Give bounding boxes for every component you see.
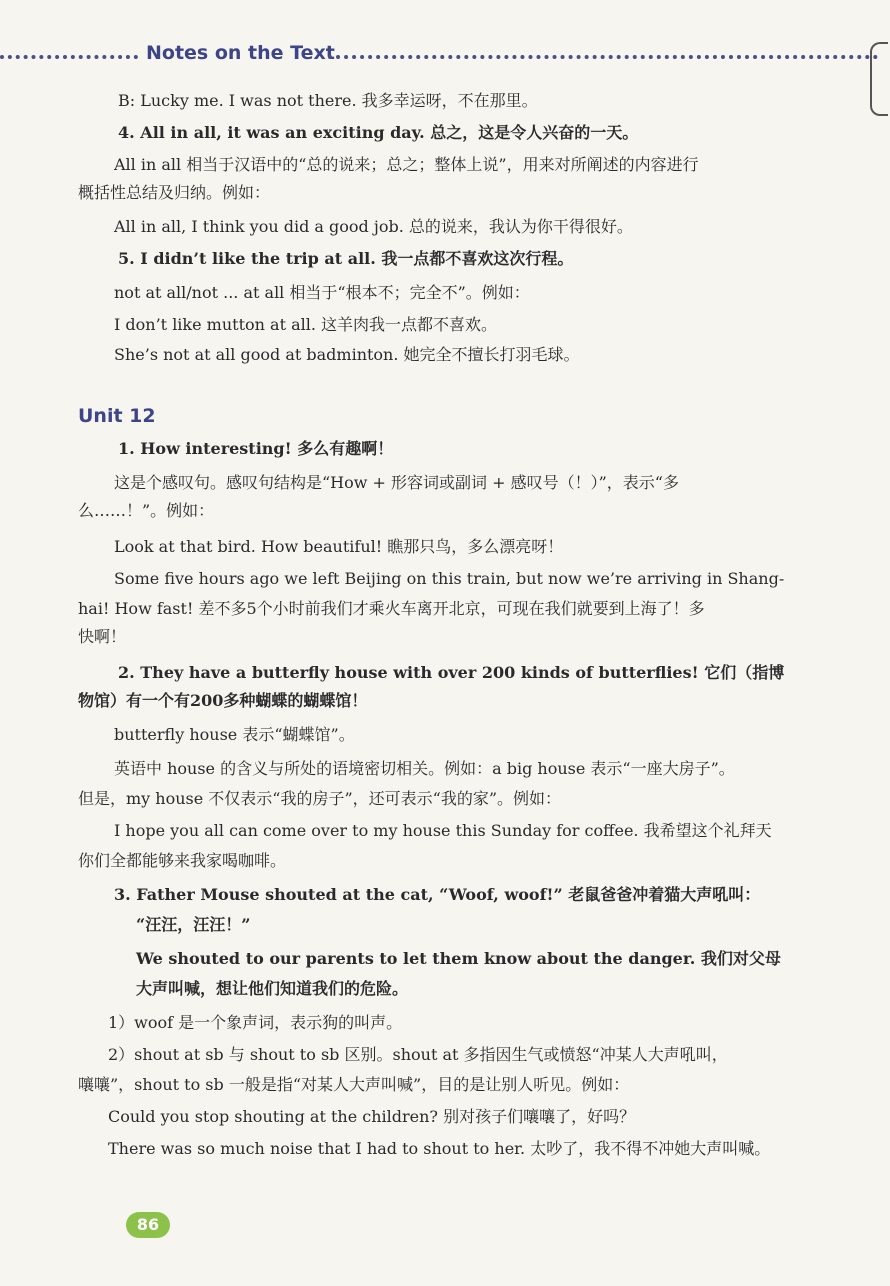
header-dotted-rule-left: [0, 55, 138, 59]
page-header: [0, 42, 890, 72]
text-line: I don’t like mutton at all. 这羊肉我一点都不喜欢。: [114, 315, 498, 334]
text-line: Look at that bird. How beautiful! 瞧那只鸟，多么漂亮呀！: [114, 537, 564, 556]
text-line: 么……！”。例如：: [78, 501, 215, 520]
note-heading: 物馆）有一个有200多种蝴蝶的蝴蝶馆！: [78, 691, 368, 710]
text-line: 1）woof 是一个象声词，表示狗的叫声。: [108, 1013, 403, 1032]
section-title: Notes on the Text: [146, 42, 335, 64]
text-line: 快啊！: [78, 627, 127, 646]
text-line: hai! How fast! 差不多5个小时前我们才乘火车离开北京，可现在我们就要到上海了！多: [78, 599, 705, 618]
unit-heading: Unit 12: [78, 405, 156, 427]
text-line: 你们全都能够来我家喝咖啡。: [78, 851, 287, 870]
note-heading: 1. How interesting! 多么有趣啊！: [118, 439, 394, 458]
note-heading: 2. They have a butterfly house with over 200 kinds of butterflies! 它们（指博: [118, 663, 785, 682]
text-line: I hope you all can come over to my house this Sunday for coffee. 我希望这个礼拜天: [114, 821, 772, 840]
text-line: butterfly house 表示“蝴蝶馆”。: [114, 725, 355, 744]
header-dotted-rule-right: [328, 55, 878, 59]
text-line: 嚷嚷”，shout to sb 一般是指“对某人大声叫喊”，目的是让别人听见。例如：: [78, 1075, 630, 1094]
text-line: There was so much noise that I had to shout to her. 太吵了，我不得不冲她大声叫喊。: [108, 1139, 771, 1158]
text-line: Some five hours ago we left Beijing on this train, but now we’re arriving in Shang-: [114, 569, 785, 588]
note-heading: We shouted to our parents to let them know about the danger. 我们对父母: [136, 949, 781, 968]
text-line: 概括性总结及归纳。例如：: [78, 183, 271, 202]
note-heading: 3. Father Mouse shouted at the cat, “Woof, woof!” 老鼠爸爸冲着猫大声吼叫：: [114, 885, 761, 904]
note-heading: 大声叫喊，想让他们知道我们的危险。: [136, 979, 409, 998]
note-heading: “汪汪，汪汪！”: [136, 915, 251, 934]
text-line: not at all/not ... at all 相当于“根本不；完全不”。例如：: [114, 283, 530, 302]
text-line: All in all, I think you did a good job. 总的说来，我认为你干得很好。: [114, 217, 633, 236]
text-line: She’s not at all good at badminton. 她完全不擅长打羽毛球。: [114, 345, 580, 364]
text-line: All in all 相当于汉语中的“总的说来；总之；整体上说”，用来对所阐述的内容进行: [114, 155, 699, 174]
text-line: 英语中 house 的含义与所处的语境密切相关。例如：a big house 表示“一座大房子”。: [114, 759, 735, 778]
note-heading: 4. All in all, it was an exciting day. 总之，这是令人兴奋的一天。: [118, 123, 639, 142]
text-line: Could you stop shouting at the children? 别对孩子们嚷嚷了，好吗？: [108, 1107, 636, 1126]
text-line: 这是个感叹句。感叹句结构是“How + 形容词或副词 + 感叹号（！）”，表示“多: [114, 473, 679, 492]
text-line: 但是，my house 不仅表示“我的房子”，还可表示“我的家”。例如：: [78, 789, 562, 808]
text-line: B: Lucky me. I was not there. 我多幸运呀，不在那里。: [118, 91, 538, 110]
page-tab-edge: [870, 42, 888, 116]
page-number-badge: 86: [126, 1212, 170, 1238]
text-line: 2）shout at sb 与 shout to sb 区别。shout at 多指因生气或愤怒“冲某人大声吼叫，: [108, 1045, 728, 1064]
note-heading: 5. I didn’t like the trip at all. 我一点都不喜欢这次行程。: [118, 249, 574, 268]
